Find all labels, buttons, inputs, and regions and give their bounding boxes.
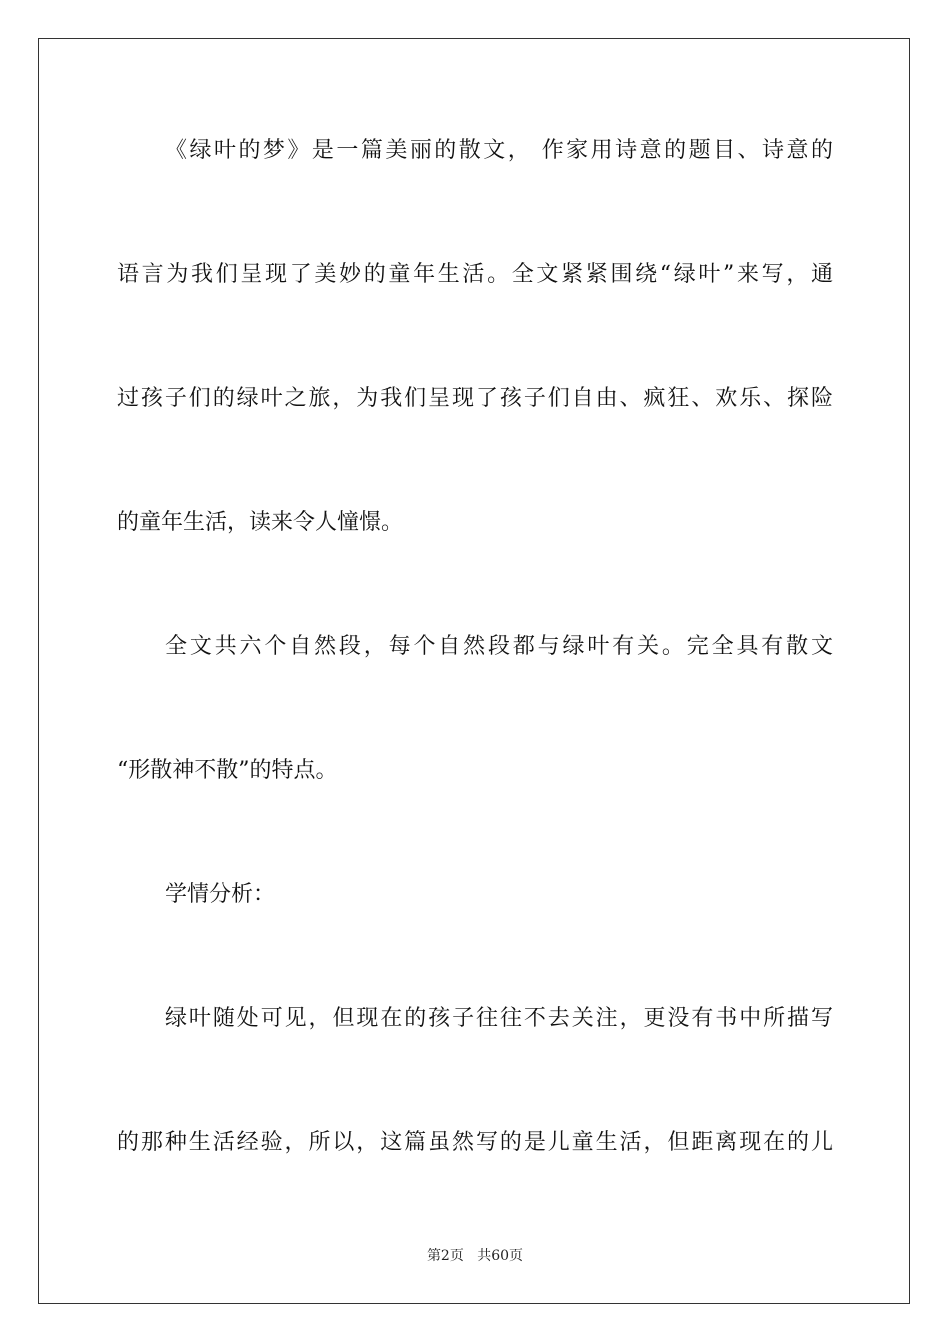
page-number-total: 共60页 (477, 1248, 524, 1264)
paragraph-3-line-1: 绿叶随处可见，但现在的孩子往往不去关注，更没有书中所描写 (165, 1006, 833, 1031)
page-border (38, 38, 910, 1304)
paragraph-1-line-1: 《绿叶的梦》是一篇美丽的散文， 作家用诗意的题目、诗意的 (165, 138, 833, 163)
paragraph-2-line-2: “形散神不散”的特点。 (117, 758, 338, 783)
page-footer (0, 1247, 950, 1265)
section-heading: 学情分析： (165, 882, 276, 907)
page-number-current: 第2页 (426, 1248, 464, 1264)
paragraph-3-line-2: 的那种生活经验，所以，这篇虽然写的是儿童生活，但距离现在的儿 (117, 1130, 833, 1155)
paragraph-2-line-1: 全文共六个自然段，每个自然段都与绿叶有关。完全具有散文 (165, 634, 833, 659)
paragraph-1-line-4: 的童年生活，读来令人憧憬。 (117, 510, 404, 535)
paragraph-1-line-3: 过孩子们的绿叶之旅，为我们呈现了孩子们自由、疯狂、欢乐、探险 (117, 386, 833, 411)
paragraph-1-line-2: 语言为我们呈现了美妙的童年生活。全文紧紧围绕“绿叶”来写，通 (117, 262, 833, 287)
